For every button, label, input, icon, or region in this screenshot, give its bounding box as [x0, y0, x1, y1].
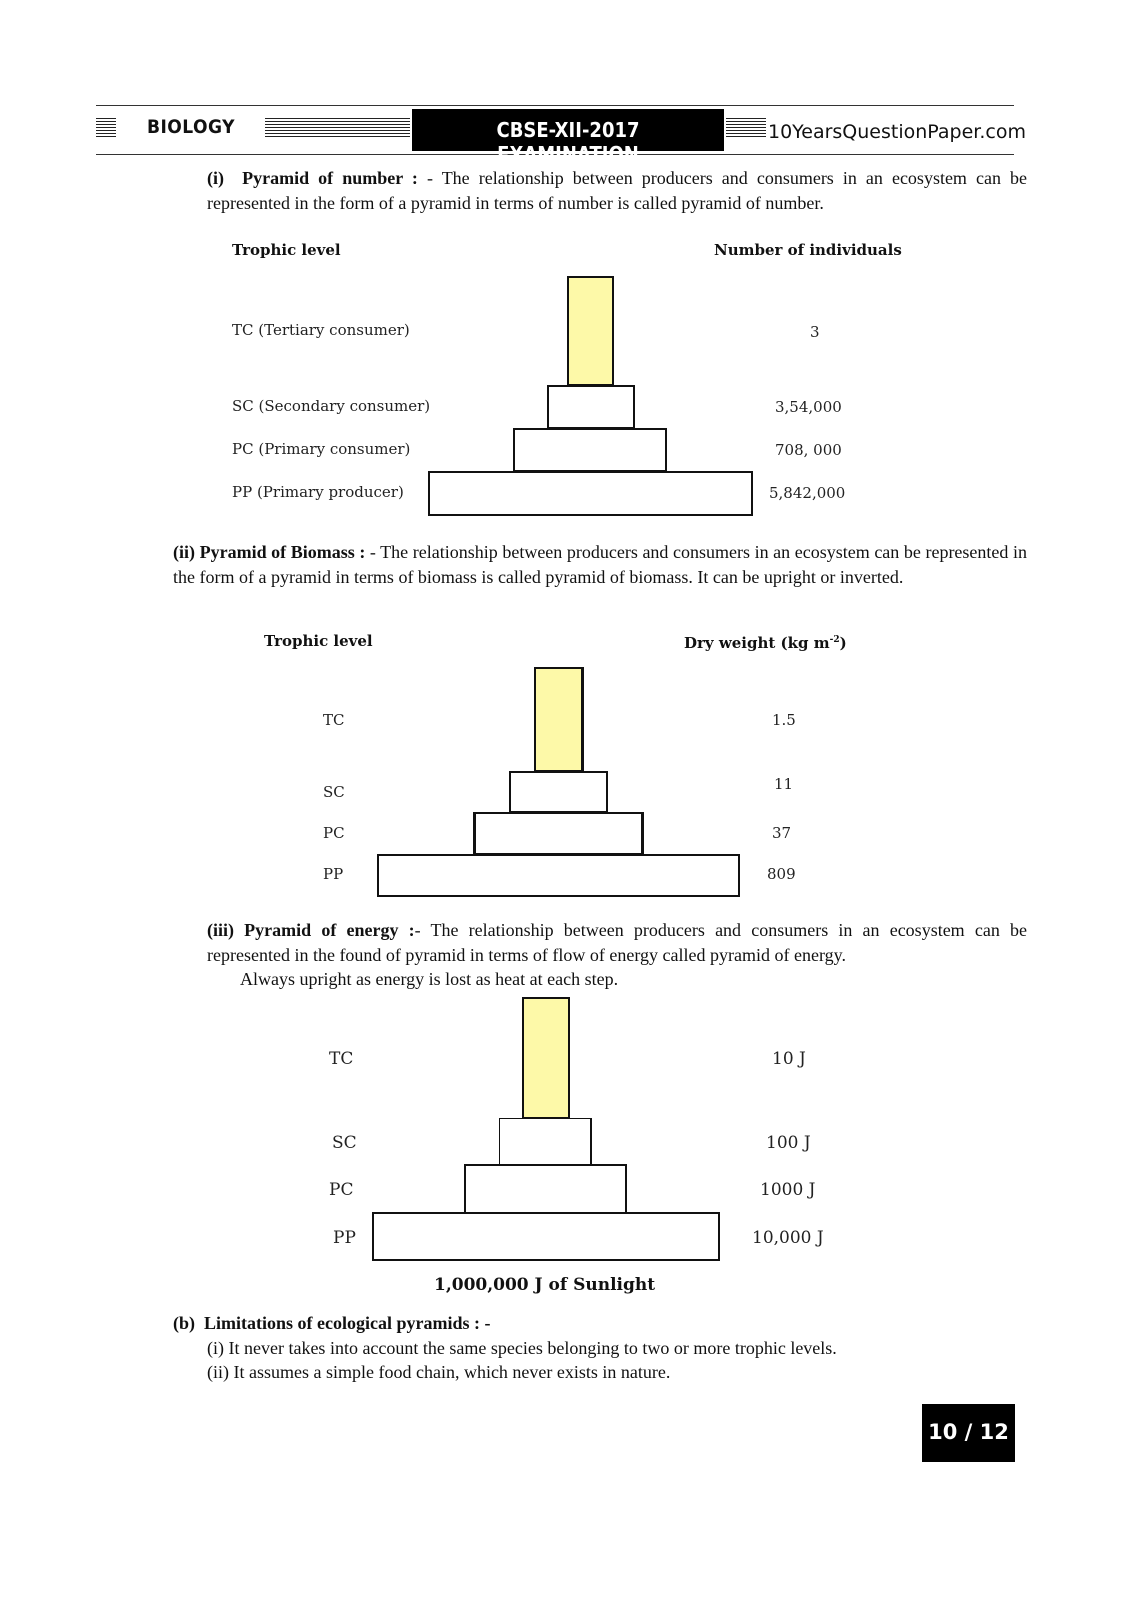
header-rule-top — [96, 105, 1014, 106]
energy-label-pc: PC — [329, 1180, 354, 1200]
biomass-pyramid-pc — [473, 812, 644, 855]
biomass-label-pc: PC — [323, 824, 345, 842]
number-label-sc: SC (Secondary consumer) — [232, 397, 431, 415]
section-iii-text: - The relationship between producers and consumers in an ecosystem can be represented in the found of pyramid in terms of flow of energy called pyramid of energy. — [207, 920, 1027, 965]
biomass-label-tc: TC — [323, 711, 345, 729]
page-number: 10 / 12 — [928, 1420, 1009, 1444]
section-ii-col-right — [684, 634, 847, 652]
number-label-pc: PC (Primary consumer) — [232, 440, 411, 458]
exam-title-box — [412, 109, 724, 166]
section-b-heading: Limitations of ecological pyramids : - — [204, 1313, 491, 1333]
section-ii-col-right-text: Dry weight (kg m — [684, 634, 830, 652]
section-b-item-2: (ii) It assumes a simple food chain, which never exists in nature. — [207, 1362, 671, 1382]
number-pyramid-pp — [428, 471, 753, 516]
section-b-item-1: (i) It never takes into account the same species belonging to two or more trophic levels. — [207, 1338, 837, 1358]
energy-label-tc: TC — [329, 1049, 354, 1069]
biomass-value-tc: 1.5 — [772, 711, 796, 729]
energy-label-pp: PP — [333, 1228, 356, 1248]
section-i-col-right: Number of individuals — [714, 241, 902, 259]
section-b-heading-line — [173, 1311, 1023, 1336]
energy-pyramid-pc — [464, 1164, 627, 1214]
section-iii-num: (iii) — [207, 920, 234, 940]
energy-pyramid-pp — [372, 1212, 720, 1261]
number-value-sc: 3,54,000 — [775, 398, 842, 416]
section-ii-num: (ii) — [173, 542, 195, 562]
biomass-value-sc: 11 — [774, 775, 794, 793]
section-i-col-left: Trophic level — [232, 241, 341, 259]
section-ii-text: - The relationship between producers and consumers in an ecosystem can be represented in the form of a pyramid in terms of biomass is called pyramid of biomass. It can be upright or inverted. — [173, 542, 1027, 587]
section-ii-paragraph — [173, 540, 1027, 589]
site-name: 10YearsQuestionPaper.com — [768, 121, 1026, 143]
number-value-pc: 708, 000 — [775, 441, 842, 459]
section-i-paragraph — [207, 166, 1027, 215]
header-lines-left — [96, 118, 116, 138]
number-pyramid-tc — [567, 276, 614, 386]
section-ii-heading: Pyramid of Biomass : — [199, 542, 366, 562]
section-iii-note: Always upright as energy is lost as heat at each step. — [240, 969, 619, 989]
section-ii-col-right-close: ) — [839, 634, 847, 652]
energy-footer-sunlight: 1,000,000 J of Sunlight — [434, 1275, 656, 1295]
section-i-text: - The relationship between producers and consumers in an ecosystem can be represented in the form of a pyramid in terms of number is called pyramid of number. — [207, 168, 1028, 213]
section-i-num: (i) — [207, 168, 224, 188]
energy-value-pc: 1000 J — [760, 1180, 816, 1200]
section-ii-col-right-sup: -2 — [829, 635, 840, 645]
biomass-label-sc: SC — [323, 783, 345, 801]
energy-pyramid-tc — [522, 997, 570, 1119]
number-value-tc: 3 — [810, 323, 820, 341]
energy-value-sc: 100 J — [766, 1133, 811, 1153]
subject-title: BIOLOGY — [147, 116, 235, 138]
section-b-num: (b) — [173, 1313, 195, 1333]
biomass-pyramid-pp — [377, 854, 740, 897]
energy-value-pp: 10,000 J — [752, 1228, 824, 1248]
number-pyramid-pc — [513, 428, 667, 472]
section-iii-heading: Pyramid of energy : — [244, 920, 415, 940]
biomass-value-pc: 37 — [772, 824, 792, 842]
number-value-pp: 5,842,000 — [769, 484, 846, 502]
header-lines-mid — [265, 118, 410, 138]
biomass-value-pp: 809 — [767, 865, 796, 883]
energy-label-sc: SC — [332, 1133, 357, 1153]
biomass-pyramid-sc — [509, 771, 608, 813]
number-pyramid-sc — [547, 385, 635, 429]
section-ii-col-left: Trophic level — [264, 632, 373, 650]
energy-pyramid-sc — [499, 1118, 592, 1166]
exam-title: CBSE-XII-2017 EXAMINATION — [496, 118, 640, 166]
page-number-box — [922, 1404, 1015, 1462]
section-iii-paragraph — [207, 918, 1027, 967]
header-lines-right — [726, 118, 766, 138]
biomass-pyramid-tc — [534, 667, 584, 772]
number-label-tc: TC (Tertiary consumer) — [232, 321, 410, 339]
energy-value-tc: 10 J — [772, 1049, 806, 1069]
section-i-heading: Pyramid of number : — [242, 168, 418, 188]
number-label-pp: PP (Primary producer) — [232, 483, 404, 501]
biomass-label-pp: PP — [323, 865, 344, 883]
